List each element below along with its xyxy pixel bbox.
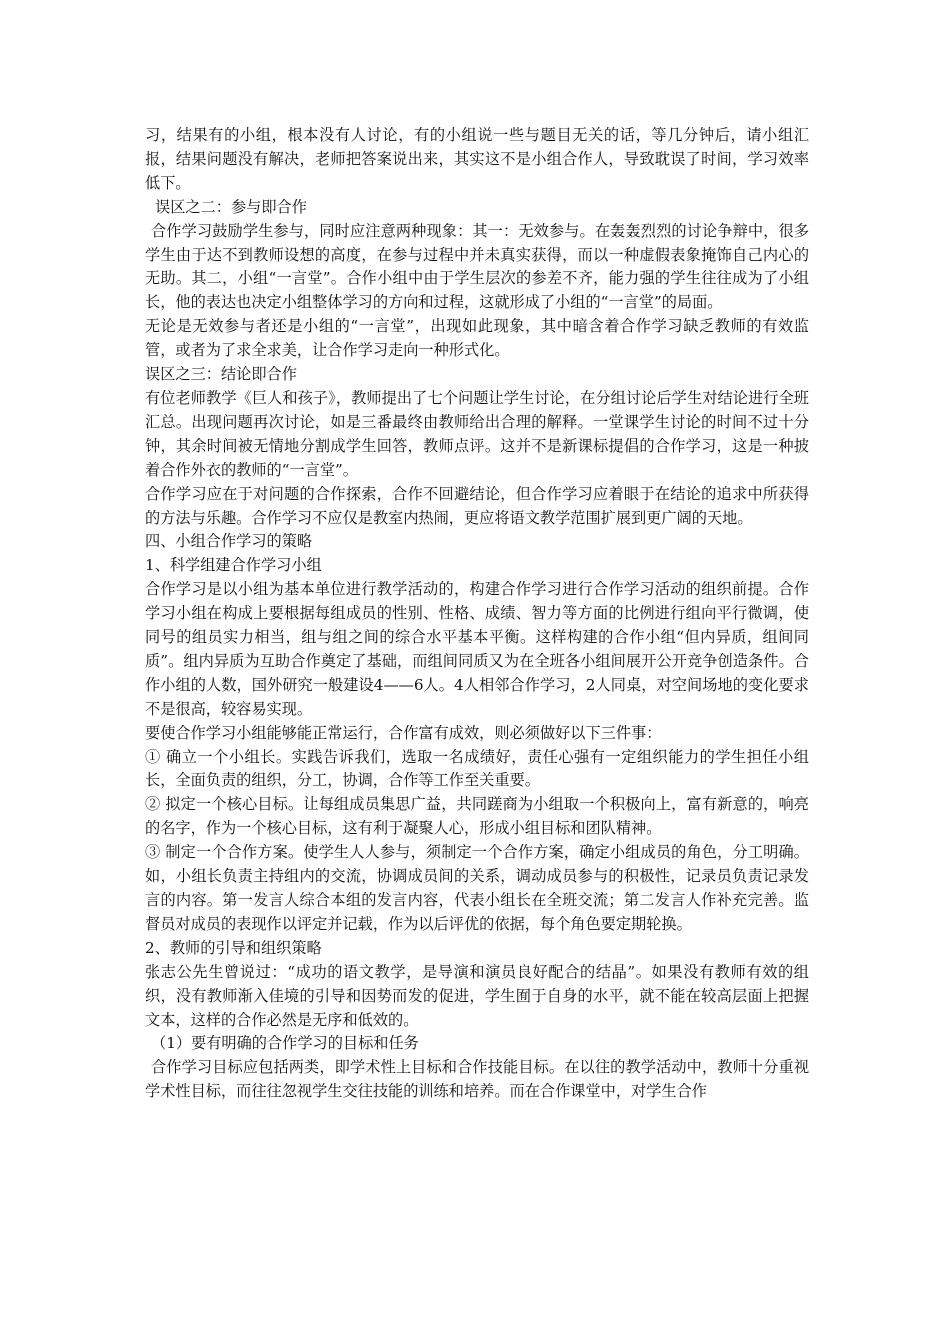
heading-subsection-1: 1、科学组建合作学习小组	[145, 556, 322, 575]
document-body	[145, 124, 809, 1104]
paragraph-7: 要使合作学习小组能够能正常运行，合作富有成效，则必须做好以下三件事：	[145, 723, 662, 742]
list-item-1: ① 确立一个小组长。实践告诉我们，选取一名成绩好，责任心强有一定组织能力的学生担任小组长，全面负责的组织，分工，协调，合作等工作至关重要。	[145, 747, 809, 790]
paragraph-2: 合作学习鼓励学生参与，同时应注意两种现象：其一：无效参与。在轰轰烈烈的讨论争辩中，很多学生由于达不到教师设想的高度，在参与过程中并未真实获得，而以一种虚假表象掩饰自己内心的无助。其二，小组“一言堂”。合作小组中由于学生层次的参差不齐，能力强的学生往往成为了小组长，他的表达也决定小组整体学习的方向和过程，这就形成了小组的“一言堂”的局面。	[145, 221, 809, 312]
heading-misconception-2: 误区之二：参与即合作	[155, 197, 307, 216]
list-item-3: ③ 制定一个合作方案。使学生人人参与，须制定一个合作方案，确定小组成员的角色，分工明确。如，小组长负责主持组内的交流，协调成员间的关系，调动成员参与的积极性，记录员负责记录发言的内容。第一发言人综合本组的发言内容，代表小组长在全班交流；第二发言人作补充完善。监督员对成员的表现作以评定并记载，作为以后评优的依据，每个角色要定期轮换。	[145, 843, 809, 933]
paragraph-6: 合作学习是以小组为基本单位进行教学活动的，构建合作学习进行合作学习活动的组织前提。合作学习小组在构成上要根据每组成员的性别、性格、成绩、智力等方面的比例进行组向平行微调，使同号的组员实力相当，组与组之间的综合水平基本平衡。这样构建的合作小组“但内异质，组间同质”。组内异质为互助合作奠定了基础，而组间同质又为在全班各小组间展开公开竞争创造条件。合作小组的人数，国外研究一般建设4——6人。4人相邻合作学习，2人同桌，对空间场地的变化要求不是很高，较容易实现。	[145, 580, 809, 718]
paragraph-4: 有位老师教学《巨人和孩子》，教师提出了七个问题让学生讨论，在分组讨论后学生对结论进行全班汇总。出现问题再次讨论，如是三番最终由教师给出合理的解释。一堂课学生讨论的时间不过十分钟，其余时间被无情地分割成学生回答，教师点评。这并不是新课标提倡的合作学习，这是一种披着合作外衣的教师的“一言堂”。	[145, 388, 809, 479]
heading-section-4: 四、小组合作学习的策略	[145, 532, 313, 551]
paragraph-3: 无论是无效参与者还是小组的“一言堂”，出现如此现象，其中暗含着合作学习缺乏教师的有效监管，或者为了求全求美，让合作学习走向一种形式化。	[145, 317, 809, 360]
paragraph-9: 合作学习目标应包括两类，即学术性上目标和合作技能目标。在以往的教学活动中，教师十分重视学术性目标，而往往忽视学生交往技能的训练和培养。而在合作课堂中，对学生合作	[145, 1058, 809, 1101]
heading-subsection-2: 2、教师的引导和组织策略	[145, 938, 322, 957]
paragraph-5: 合作学习应在于对问题的合作探索，合作不回避结论，但合作学习应着眼于在结论的追求中所获得的方法与乐趣。合作学习不应仅是教室内热闹，更应将语文教学范围扩展到更广阔的天地。	[145, 484, 809, 527]
list-item-2: ② 拟定一个核心目标。让每组成员集思广益，共同蹉商为小组取一个积极向上，富有新意的，响亮的名字，作为一个核心目标，这有利于凝聚人心，形成小组目标和团队精神。	[145, 795, 809, 838]
paragraph-1: 习，结果有的小组，根本没有人讨论，有的小组说一些与题目无关的话，等几分钟后，请小组汇报，结果问题没有解决，老师把答案说出来，其实这不是小组合作人，导致耽误了时间，学习效率低下。	[145, 126, 809, 192]
heading-point-1: （1）要有明确的合作学习的目标和任务	[151, 1034, 419, 1053]
heading-misconception-3: 误区之三：结论即合作	[145, 365, 297, 384]
paragraph-8: 张志公先生曾说过：“成功的语文教学，是导演和演员良好配合的结晶”。如果没有教师有效的组织，没有教师渐入佳境的引导和因势而发的促进，学生囿于自身的水平，就不能在较高层面上把握文本，这样的合作必然是无序和低效的。	[145, 962, 809, 1029]
